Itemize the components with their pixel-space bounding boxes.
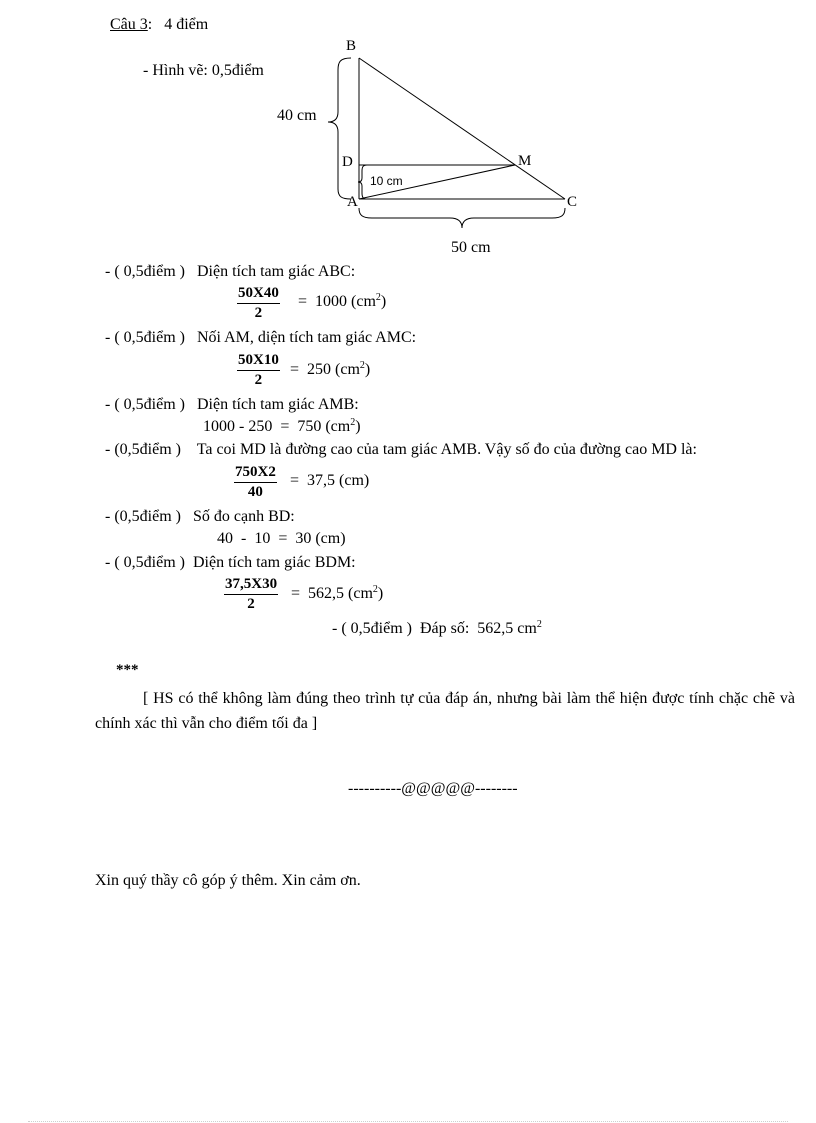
step-4-numerator: 750X2 bbox=[234, 464, 277, 483]
step-4-heading: - (0,5điểm ) Ta coi MD là đường cao của tam giác AMB. Vậy số đo của đường cao MD là: bbox=[105, 441, 697, 458]
brace-ab bbox=[328, 58, 351, 199]
step-2-result: = 250 $(cm^2)$ bbox=[290, 360, 371, 378]
step-6-denominator: 2 bbox=[247, 596, 255, 612]
grading-note: [ HS có thể không làm đúng theo trình tự của đáp án, nhưng bài làm thể hiện được tính chặc chẽ và chính xác thì vẫn cho điểm tối đa ] bbox=[95, 690, 795, 732]
step-4-denominator: 40 bbox=[247, 484, 263, 500]
step-5-heading: - (0,5điểm ) Số đo cạnh BD: bbox=[105, 508, 295, 525]
brace-ac bbox=[359, 208, 565, 228]
step-6-numerator: 37,5X30 bbox=[224, 576, 278, 595]
step-1-heading: - ( 0,5điểm ) Diện tích tam giác ABC: bbox=[105, 263, 356, 280]
label-m: M bbox=[518, 153, 532, 169]
question-heading: Câu 3: 4 điểm bbox=[110, 16, 209, 33]
step-2-fraction bbox=[237, 352, 280, 389]
label-a: A bbox=[347, 194, 358, 210]
step-5-line: 40 - 10 = 30 (cm) bbox=[217, 530, 346, 547]
step-4-fraction bbox=[234, 464, 277, 501]
closing-line: Xin quý thầy cô góp ý thêm. Xin cảm ơn. bbox=[95, 872, 361, 889]
dimension-ad: 10 cm bbox=[370, 174, 403, 188]
step-2-heading: - ( 0,5điểm ) Nối AM, diện tích tam giác AMC: bbox=[105, 329, 417, 346]
question-label: Câu 3 bbox=[110, 16, 148, 33]
label-d: D bbox=[342, 154, 353, 170]
separator: ----------@@@@@-------- bbox=[348, 780, 518, 797]
triangle-figure bbox=[0, 0, 816, 270]
step-3-heading: - ( 0,5điểm ) Diện tích tam giác AMB: bbox=[105, 396, 359, 413]
step-1-denominator: 2 bbox=[254, 305, 263, 321]
step-1-result: = 1000 $(cm^2)$ bbox=[298, 292, 387, 310]
step-6-result: = 562,5 $(cm^2)$ bbox=[291, 584, 384, 602]
figure-caption: - Hình vẽ: 0,5điểm bbox=[143, 62, 264, 79]
stars: *** bbox=[116, 662, 139, 678]
step-4-result: = 37,5 (cm) bbox=[290, 472, 370, 489]
label-c: C bbox=[567, 194, 578, 210]
step-6-fraction bbox=[224, 576, 278, 613]
label-b: B bbox=[346, 38, 357, 54]
page-bottom-rule bbox=[28, 1121, 788, 1122]
step-2-denominator: 2 bbox=[254, 372, 263, 388]
step-1-numerator: 50X40 bbox=[237, 285, 280, 304]
final-answer: - ( 0,5điểm ) Đáp số: 562,5 $cm^2$ bbox=[332, 619, 542, 637]
step-2-numerator: 50X10 bbox=[237, 352, 280, 371]
dimension-ab: 40 cm bbox=[277, 107, 317, 124]
step-1-fraction bbox=[237, 285, 280, 322]
step-6-heading: - ( 0,5điểm ) Diện tích tam giác BDM: bbox=[105, 554, 356, 571]
step-3-line: 1000 - 250 = 750 $(cm^2)$ bbox=[203, 417, 361, 435]
question-points: 4 điểm bbox=[164, 16, 209, 33]
dimension-ac: 50 cm bbox=[451, 239, 491, 256]
